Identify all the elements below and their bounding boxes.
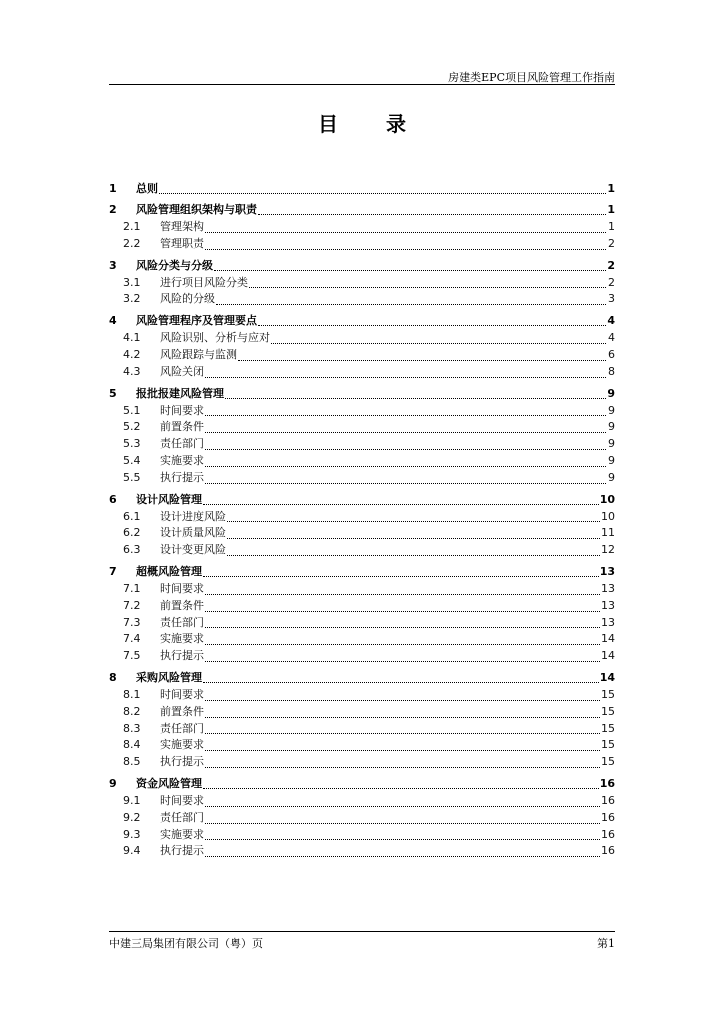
toc-section-entry[interactable] bbox=[109, 346, 615, 363]
toc-entry-page: 1 bbox=[607, 182, 615, 195]
toc-entry-title: 设计风险管理 bbox=[136, 492, 202, 506]
toc-entry-title: 设计变更风险 bbox=[160, 543, 226, 557]
toc-entry-page: 10 bbox=[599, 492, 615, 506]
toc-entry-number: 7 bbox=[109, 564, 117, 578]
toc-entry-page: 15 bbox=[601, 704, 615, 718]
toc-entry-title: 实施要求 bbox=[160, 632, 204, 646]
toc-entry-number: 4.3 bbox=[123, 364, 141, 378]
toc-section-entry[interactable] bbox=[109, 524, 615, 541]
toc-entry-page: 11 bbox=[601, 526, 615, 540]
toc-entry-page: 13 bbox=[601, 581, 615, 595]
toc-entry-page: 9 bbox=[608, 453, 615, 467]
toc-entry-page: 1 bbox=[608, 220, 615, 233]
toc-entry-title: 执行提示 bbox=[160, 755, 204, 769]
toc-entry-number: 7.1 bbox=[123, 581, 141, 595]
toc-entry-number: 9.2 bbox=[123, 810, 141, 824]
toc-section-entry[interactable] bbox=[109, 792, 615, 809]
toc-dot-leader bbox=[205, 415, 606, 416]
toc-section-entry[interactable] bbox=[109, 218, 615, 235]
toc-dot-leader bbox=[205, 466, 606, 467]
toc-dot-leader bbox=[203, 504, 599, 505]
toc-entry-number: 5.3 bbox=[123, 437, 141, 451]
toc-entry-page: 16 bbox=[601, 844, 615, 858]
toc-entry-page: 2 bbox=[608, 236, 615, 250]
toc-entry-number: 8.1 bbox=[123, 687, 141, 701]
toc-dot-leader bbox=[203, 682, 599, 683]
toc-entry-number: 8 bbox=[109, 670, 117, 684]
toc-entry-number: 7.3 bbox=[123, 615, 141, 629]
toc-entry-page: 10 bbox=[601, 509, 615, 523]
toc-entry-page: 12 bbox=[601, 543, 615, 557]
toc-dot-leader bbox=[205, 627, 600, 628]
toc-entry-number: 3.2 bbox=[123, 292, 141, 306]
toc-dot-leader bbox=[238, 360, 606, 361]
toc-dot-leader bbox=[258, 325, 606, 326]
toc-dot-leader bbox=[205, 733, 600, 734]
toc-entry-number: 6.2 bbox=[123, 526, 141, 540]
toc-section-entry[interactable] bbox=[109, 597, 615, 614]
toc-entry-title: 责任部门 bbox=[160, 810, 204, 824]
toc-section-entry[interactable] bbox=[109, 630, 615, 647]
toc-entry-title: 进行项目风险分类 bbox=[160, 275, 248, 289]
toc-entry-page: 9 bbox=[608, 437, 615, 451]
header-divider bbox=[109, 84, 615, 85]
toc-entry-page: 6 bbox=[608, 347, 615, 361]
toc-entry-page: 9 bbox=[607, 386, 615, 400]
toc-chapter-entry[interactable] bbox=[109, 257, 615, 273]
toc-entry-title: 执行提示 bbox=[160, 470, 204, 484]
toc-entry-title: 风险分类与分级 bbox=[136, 258, 213, 272]
toc-section-entry[interactable] bbox=[109, 647, 615, 664]
toc-entry-number: 2 bbox=[109, 203, 117, 216]
toc-entry-title: 时间要求 bbox=[160, 403, 204, 417]
toc-chapter-entry[interactable] bbox=[109, 180, 615, 196]
toc-entry-title: 总则 bbox=[136, 182, 158, 195]
toc-entry-number: 9.1 bbox=[123, 793, 141, 807]
toc-entry-title: 设计质量风险 bbox=[160, 526, 226, 540]
toc-dot-leader bbox=[205, 661, 600, 662]
toc-section-entry[interactable] bbox=[109, 418, 615, 435]
toc-dot-leader bbox=[249, 287, 606, 288]
toc-entry-number: 8.3 bbox=[123, 721, 141, 735]
table-of-contents bbox=[109, 180, 615, 859]
toc-entry-title: 实施要求 bbox=[160, 827, 204, 841]
toc-entry-page: 4 bbox=[608, 331, 615, 345]
toc-entry-title: 责任部门 bbox=[160, 437, 204, 451]
toc-entry-number: 2.1 bbox=[123, 220, 141, 233]
toc-entry-page: 15 bbox=[601, 755, 615, 769]
toc-dot-leader bbox=[216, 304, 606, 305]
toc-dot-leader bbox=[205, 449, 606, 450]
toc-dot-leader bbox=[205, 823, 600, 824]
toc-entry-title: 实施要求 bbox=[160, 453, 204, 467]
toc-section-entry[interactable] bbox=[109, 703, 615, 720]
toc-entry-number: 3.1 bbox=[123, 275, 141, 289]
toc-entry-page: 4 bbox=[607, 314, 615, 328]
toc-entry-number: 4.2 bbox=[123, 347, 141, 361]
toc-entry-title: 风险识别、分析与应对 bbox=[160, 331, 270, 345]
toc-entry-page: 16 bbox=[601, 827, 615, 841]
toc-entry-title: 时间要求 bbox=[160, 793, 204, 807]
toc-entry-title: 执行提示 bbox=[160, 844, 204, 858]
toc-section-entry[interactable] bbox=[109, 402, 615, 419]
toc-entry-page: 15 bbox=[601, 721, 615, 735]
toc-entry-page: 8 bbox=[608, 364, 615, 378]
toc-entry-page: 16 bbox=[601, 793, 615, 807]
toc-entry-page: 13 bbox=[601, 598, 615, 612]
toc-entry-page: 13 bbox=[599, 564, 615, 578]
toc-entry-page: 1 bbox=[607, 203, 615, 216]
toc-entry-number: 8.5 bbox=[123, 755, 141, 769]
footer-company: 中建三局集团有限公司（粤）页 bbox=[109, 937, 263, 950]
toc-chapter-entry[interactable] bbox=[109, 385, 615, 401]
toc-entry-number: 6.3 bbox=[123, 543, 141, 557]
toc-section-entry[interactable] bbox=[109, 580, 615, 597]
toc-entry-title: 管理职责 bbox=[160, 236, 204, 250]
toc-dot-leader bbox=[227, 538, 600, 539]
toc-entry-number: 9 bbox=[109, 776, 117, 790]
toc-entry-number: 7.2 bbox=[123, 598, 141, 612]
toc-chapter-entry[interactable] bbox=[109, 491, 615, 507]
toc-section-entry[interactable] bbox=[109, 329, 615, 346]
toc-dot-leader bbox=[271, 343, 606, 344]
toc-entry-title: 责任部门 bbox=[160, 721, 204, 735]
toc-entry-number: 3 bbox=[109, 258, 117, 272]
toc-entry-number: 6 bbox=[109, 492, 117, 506]
toc-dot-leader bbox=[205, 232, 606, 233]
toc-entry-number: 8.4 bbox=[123, 738, 141, 752]
toc-entry-title: 时间要求 bbox=[160, 687, 204, 701]
toc-entry-title: 前置条件 bbox=[160, 704, 204, 718]
toc-entry-title: 时间要求 bbox=[160, 581, 204, 595]
toc-chapter-entry[interactable] bbox=[109, 312, 615, 328]
toc-section-entry[interactable] bbox=[109, 290, 615, 307]
toc-entry-number: 7.5 bbox=[123, 649, 141, 663]
toc-entry-page: 16 bbox=[599, 776, 615, 790]
toc-entry-number: 5.5 bbox=[123, 470, 141, 484]
toc-entry-page: 14 bbox=[601, 649, 615, 663]
toc-entry-title: 风险管理组织架构与职责 bbox=[136, 203, 257, 216]
toc-entry-page: 9 bbox=[608, 403, 615, 417]
toc-entry-page: 9 bbox=[608, 470, 615, 484]
toc-entry-title: 风险跟踪与监测 bbox=[160, 347, 237, 361]
toc-dot-leader bbox=[205, 377, 606, 378]
toc-entry-number: 5 bbox=[109, 386, 117, 400]
toc-entry-page: 15 bbox=[601, 738, 615, 752]
toc-entry-page: 9 bbox=[608, 420, 615, 434]
toc-section-entry[interactable] bbox=[109, 736, 615, 753]
toc-entry-title: 资金风险管理 bbox=[136, 776, 202, 790]
toc-section-entry[interactable] bbox=[109, 686, 615, 703]
toc-entry-number: 5.1 bbox=[123, 403, 141, 417]
toc-dot-leader bbox=[205, 483, 606, 484]
toc-dot-leader bbox=[205, 750, 600, 751]
toc-section-entry[interactable] bbox=[109, 753, 615, 770]
toc-dot-leader bbox=[203, 576, 599, 577]
toc-dot-leader bbox=[205, 432, 606, 433]
toc-section-entry[interactable] bbox=[109, 842, 615, 859]
toc-entry-title: 管理架构 bbox=[160, 220, 204, 233]
toc-entry-title: 责任部门 bbox=[160, 615, 204, 629]
toc-dot-leader bbox=[205, 611, 600, 612]
toc-entry-page: 15 bbox=[601, 687, 615, 701]
toc-entry-title: 报批报建风险管理 bbox=[136, 386, 224, 400]
toc-section-entry[interactable] bbox=[109, 363, 615, 380]
toc-entry-page: 14 bbox=[601, 632, 615, 646]
toc-entry-title: 设计进度风险 bbox=[160, 509, 226, 523]
toc-dot-leader bbox=[227, 555, 600, 556]
toc-entry-number: 1 bbox=[109, 182, 117, 195]
toc-dot-leader bbox=[205, 700, 600, 701]
toc-section-entry[interactable] bbox=[109, 541, 615, 558]
toc-entry-page: 2 bbox=[608, 275, 615, 289]
toc-entry-number: 2.2 bbox=[123, 236, 141, 250]
footer-page-number: 第1 bbox=[597, 937, 615, 950]
toc-entry-page: 3 bbox=[608, 292, 615, 306]
toc-dot-leader bbox=[205, 644, 600, 645]
toc-entry-title: 风险关闭 bbox=[160, 364, 204, 378]
toc-entry-number: 5.2 bbox=[123, 420, 141, 434]
toc-chapter-entry[interactable] bbox=[109, 201, 615, 217]
toc-section-entry[interactable] bbox=[109, 274, 615, 291]
toc-entry-number: 5.4 bbox=[123, 453, 141, 467]
toc-section-entry[interactable] bbox=[109, 469, 615, 486]
toc-entry-title: 采购风险管理 bbox=[136, 670, 202, 684]
toc-section-entry[interactable] bbox=[109, 452, 615, 469]
toc-section-entry[interactable] bbox=[109, 809, 615, 826]
toc-dot-leader bbox=[205, 767, 600, 768]
toc-entry-title: 风险管理程序及管理要点 bbox=[136, 314, 257, 328]
page-title: 目 录 bbox=[318, 112, 420, 136]
toc-entry-number: 9.3 bbox=[123, 827, 141, 841]
toc-dot-leader bbox=[205, 806, 600, 807]
toc-chapter-entry[interactable] bbox=[109, 563, 615, 579]
toc-entry-title: 超概风险管理 bbox=[136, 564, 202, 578]
toc-dot-leader bbox=[159, 193, 606, 194]
toc-section-entry[interactable] bbox=[109, 508, 615, 525]
toc-dot-leader bbox=[227, 521, 600, 522]
toc-entry-number: 4.1 bbox=[123, 331, 141, 345]
toc-entry-number: 7.4 bbox=[123, 632, 141, 646]
toc-entry-number: 9.4 bbox=[123, 844, 141, 858]
toc-dot-leader bbox=[205, 856, 600, 857]
toc-section-entry[interactable] bbox=[109, 435, 615, 452]
toc-entry-title: 实施要求 bbox=[160, 738, 204, 752]
toc-entry-number: 6.1 bbox=[123, 509, 141, 523]
toc-section-entry[interactable] bbox=[109, 826, 615, 843]
toc-entry-page: 2 bbox=[607, 258, 615, 272]
toc-dot-leader bbox=[214, 270, 606, 271]
toc-dot-leader bbox=[258, 214, 606, 215]
toc-entry-title: 执行提示 bbox=[160, 649, 204, 663]
toc-dot-leader bbox=[225, 398, 606, 399]
toc-dot-leader bbox=[203, 788, 599, 789]
toc-section-entry[interactable] bbox=[109, 235, 615, 252]
toc-section-entry[interactable] bbox=[109, 720, 615, 737]
toc-entry-page: 14 bbox=[599, 670, 615, 684]
toc-chapter-entry[interactable] bbox=[109, 775, 615, 791]
toc-entry-title: 风险的分级 bbox=[160, 292, 215, 306]
toc-entry-title: 前置条件 bbox=[160, 420, 204, 434]
toc-entry-page: 13 bbox=[601, 615, 615, 629]
toc-entry-number: 8.2 bbox=[123, 704, 141, 718]
toc-dot-leader bbox=[205, 249, 606, 250]
toc-dot-leader bbox=[205, 594, 600, 595]
toc-dot-leader bbox=[205, 717, 600, 718]
toc-section-entry[interactable] bbox=[109, 614, 615, 631]
toc-entry-number: 4 bbox=[109, 314, 117, 328]
footer-divider bbox=[109, 931, 615, 932]
toc-entry-title: 前置条件 bbox=[160, 598, 204, 612]
toc-chapter-entry[interactable] bbox=[109, 669, 615, 685]
toc-entry-page: 16 bbox=[601, 810, 615, 824]
running-header: 房建类EPC项目风险管理工作指南 bbox=[448, 71, 615, 84]
toc-dot-leader bbox=[205, 839, 600, 840]
